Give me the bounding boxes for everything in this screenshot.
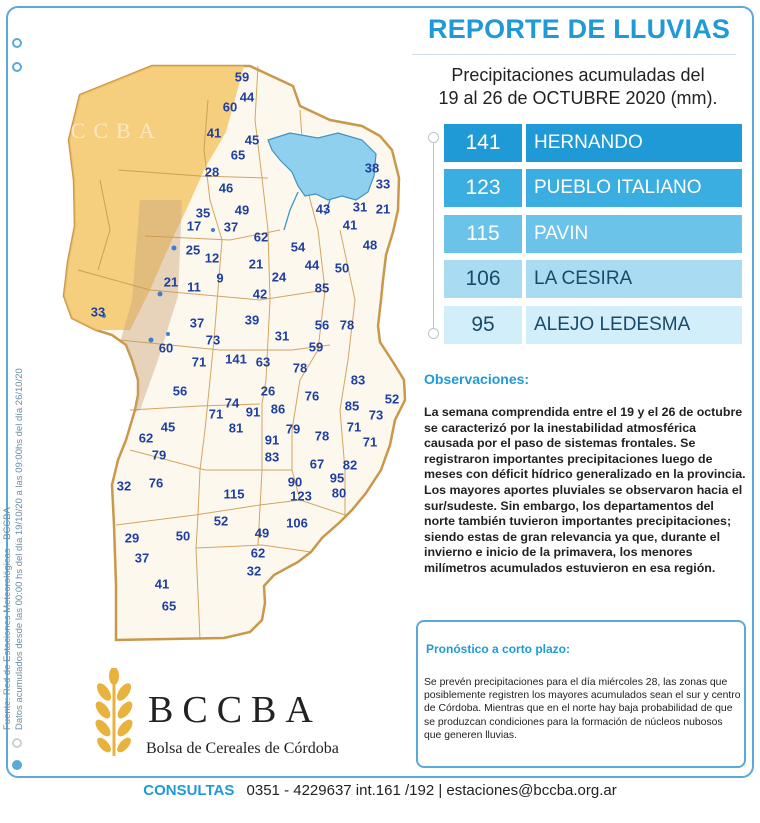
source-note: [2, 368, 28, 730]
source-line: Fuente: Red de Estaciones Meteorológicas - BCCBA: [2, 507, 13, 730]
title-divider: [412, 54, 736, 55]
map-value: 52: [213, 513, 229, 529]
map-value: 81: [228, 420, 244, 436]
map-value: 65: [161, 598, 177, 614]
ranking-station: PUEBLO ITALIANO: [526, 169, 742, 207]
map-value: 42: [252, 286, 268, 302]
map-value: 59: [308, 339, 324, 355]
map-value: 91: [264, 432, 280, 448]
forecast-title: Pronóstico a corto plazo:: [426, 642, 571, 656]
watermark-acronym: BCCBA: [48, 118, 163, 143]
map-value: 78: [314, 428, 330, 444]
map-value: 79: [151, 447, 167, 463]
map-value: 39: [244, 312, 260, 328]
map-value: 73: [368, 407, 384, 423]
map-value: 54: [290, 239, 306, 255]
map-value: 46: [218, 180, 234, 196]
ranking-rail: [433, 137, 434, 333]
map-value: 95: [329, 470, 345, 486]
data-period-line: Datos acumulados desde las 00:00 hs del día 19/10/20 a las 09:00hs del día 26/10/20: [14, 368, 25, 730]
map-value: 90: [287, 474, 303, 490]
map-value: 21: [248, 256, 264, 272]
decor-dot: [12, 738, 22, 748]
map-value: 29: [124, 530, 140, 546]
map-value: 80: [331, 485, 347, 501]
ranking-station: LA CESIRA: [526, 260, 742, 298]
ranking-row: [444, 260, 742, 298]
map-value: 45: [244, 132, 260, 148]
map-value: 28: [204, 164, 220, 180]
contact-details: 0351 - 4229637 int.161 /192 | estaciones@bccba.org.ar: [246, 782, 617, 799]
map-value: 60: [158, 340, 174, 356]
page-subtitle: [412, 64, 744, 110]
map-value: 62: [253, 229, 269, 245]
observations-title: Observaciones:: [424, 371, 530, 387]
subtitle-line: Precipitaciones acumuladas del: [451, 65, 705, 85]
map-value: 52: [384, 391, 400, 407]
map-value: 41: [342, 217, 358, 233]
map-value: 123: [290, 488, 312, 504]
map-value: 38: [364, 160, 380, 176]
map-value: 49: [254, 525, 270, 541]
map-value: 78: [292, 360, 308, 376]
map-value: 26: [260, 383, 276, 399]
ranking-value: 115: [444, 215, 522, 253]
map-value: 37: [189, 315, 205, 331]
map-value: 37: [134, 550, 150, 566]
map-value: 44: [304, 257, 320, 273]
map-value: 33: [90, 304, 106, 320]
logo-name: Bolsa de Cereales de Córdoba: [146, 740, 339, 757]
subtitle-line: 19 al 26 de OCTUBRE 2020 (mm).: [438, 88, 718, 108]
ranking-row: [444, 169, 742, 207]
map-value: 56: [314, 317, 330, 333]
map-value: 62: [138, 430, 154, 446]
map-value: 12: [204, 250, 220, 266]
ranking-station: PAVIN: [526, 215, 742, 253]
map-value: 62: [250, 545, 266, 561]
map-value: 25: [185, 242, 201, 258]
map-value: 73: [205, 332, 221, 348]
map-value: 83: [350, 372, 366, 388]
decor-dot: [12, 38, 22, 48]
logo-acronym: BCCBA: [148, 689, 322, 731]
map-value: 115: [223, 486, 245, 502]
map-value: 32: [246, 563, 262, 579]
map-value: 33: [375, 176, 391, 192]
map-value: 83: [264, 449, 280, 465]
map-value: 41: [154, 576, 170, 592]
map-value: 24: [271, 269, 287, 285]
ranking-rail-cap: [428, 132, 439, 143]
map-value: 60: [222, 99, 238, 115]
map-value: 31: [274, 328, 290, 344]
ranking-row: [444, 215, 742, 253]
map-value: 71: [362, 434, 378, 450]
map-value: 21: [375, 201, 391, 217]
map-value: 56: [172, 383, 188, 399]
contact-bar: [0, 782, 760, 806]
map-value: 67: [309, 456, 325, 472]
wheat-logo-icon: [90, 668, 138, 760]
ranking-row: [444, 306, 742, 344]
map-value: 59: [234, 69, 250, 85]
map-value: 91: [245, 404, 261, 420]
map-value: 82: [342, 457, 358, 473]
contact-label: CONSULTAS: [143, 782, 235, 799]
map-value: 45: [160, 419, 176, 435]
ranking-value: 123: [444, 169, 522, 207]
decor-dot: [12, 62, 22, 72]
page-title: REPORTE DE LLUVIAS: [428, 14, 731, 44]
map-value: 11: [187, 279, 201, 295]
map-value: 43: [315, 201, 331, 217]
map-value: 41: [206, 125, 222, 141]
ranking-value: 95: [444, 306, 522, 344]
map-value: 17: [186, 218, 202, 234]
map-value: 50: [175, 528, 191, 544]
map-value: 78: [339, 317, 355, 333]
map-value: 71: [208, 406, 224, 422]
map-value: 50: [334, 260, 350, 276]
ranking-value: 141: [444, 124, 522, 162]
ranking-row: [444, 124, 742, 162]
map-value: 106: [286, 515, 308, 531]
map-value: 48: [362, 237, 378, 253]
map-value: 76: [148, 475, 164, 491]
map-value: 9: [216, 270, 224, 286]
forecast-text: Se prevén precipitaciones para el día miércoles 28, las zonas que posiblemente registren los mayores acumulados sean el sur y centro de Córdoba. Mientras que en el norte hay baja probabilidad de que se produzcan condiciones para la formación de núcleos nubosos que generen lluvias.: [424, 677, 741, 741]
ranking-station: ALEJO LEDESMA: [526, 306, 742, 344]
map-value: 49: [234, 202, 250, 218]
observations-text: La semana comprendida entre el 19 y el 26 de octubre se caracterizó por la inestabilidad atmosférica causada por el paso de sistemas frontales. Se registraron importantes precipitaciones luego de meses con déficit hídrico generalizado en la provincia. Los mayores aportes pluviales se observaron hacia el sur/sudeste. Sin embargo, los departamentos del norte también tuvieron importantes precipitaciones; siendo estas de gran relevancia ya que, durante el invierno e inicio de la primavera, los menores milímetros acumulados estuvieron en esa región.: [424, 405, 746, 575]
ranking-rail-cap: [428, 328, 439, 339]
map-value: 86: [270, 401, 286, 417]
map-value: 35: [195, 205, 211, 221]
map-value: 85: [344, 398, 360, 414]
map-value: 71: [191, 354, 207, 370]
map-value: 37: [223, 219, 239, 235]
map-value: 141: [225, 351, 247, 367]
map-value: 79: [285, 421, 301, 437]
map-value: 65: [230, 147, 246, 163]
ranking-value: 106: [444, 260, 522, 298]
decor-dot: [12, 760, 22, 770]
map-value: 31: [352, 199, 368, 215]
map-value: 71: [346, 419, 362, 435]
map-value: 21: [163, 274, 179, 290]
map-value: 32: [116, 478, 132, 494]
map-value: 76: [304, 388, 320, 404]
map-value: 74: [224, 395, 240, 411]
map-value: 63: [255, 354, 271, 370]
ranking-station: HERNANDO: [526, 124, 742, 162]
map-value: 85: [314, 280, 330, 296]
map-value: 44: [239, 89, 255, 105]
